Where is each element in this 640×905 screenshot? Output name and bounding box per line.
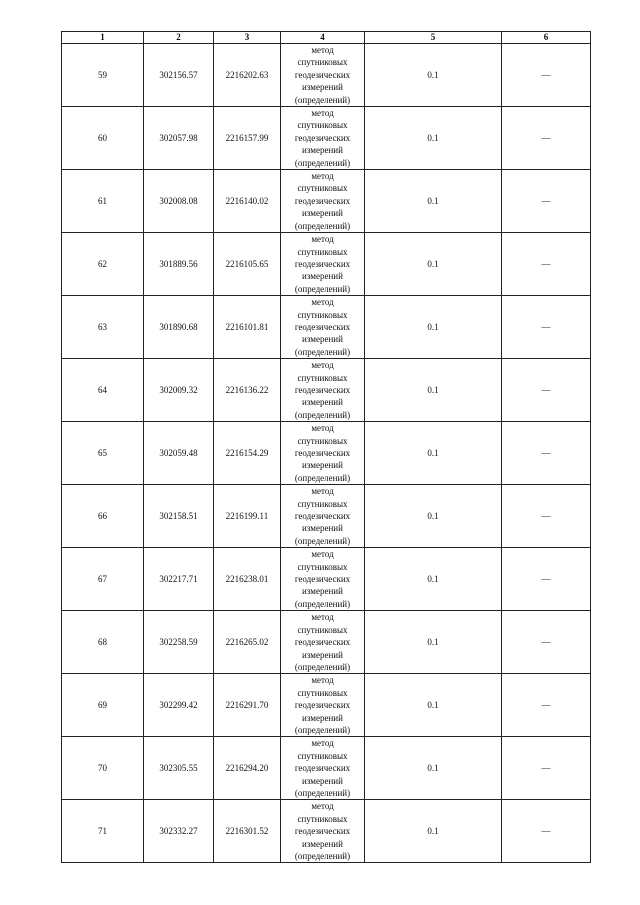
table-row bbox=[62, 296, 591, 359]
accuracy-cell: 0.1 bbox=[365, 800, 502, 863]
method-line: (определений) bbox=[294, 661, 351, 672]
method-line: измерений bbox=[302, 586, 343, 597]
x-coordinate-cell: 301890.68 bbox=[144, 296, 214, 359]
table-row bbox=[62, 737, 591, 800]
note-cell: — bbox=[502, 485, 591, 548]
method-line: измерений bbox=[302, 208, 343, 219]
note-cell: — bbox=[502, 548, 591, 611]
x-coordinate-cell: 302158.51 bbox=[144, 485, 214, 548]
method-line: (определений) bbox=[294, 787, 351, 798]
header-col-2: 2 bbox=[144, 32, 214, 44]
method-line: геодезических bbox=[294, 132, 351, 143]
method-line: метод bbox=[311, 738, 334, 749]
note-cell: — bbox=[502, 800, 591, 863]
method-line: геодезических bbox=[294, 637, 351, 648]
method-line: измерений bbox=[302, 460, 343, 471]
y-coordinate-cell: 2216202.63 bbox=[214, 44, 281, 107]
accuracy-cell: 0.1 bbox=[365, 485, 502, 548]
method-line: спутниковых bbox=[297, 372, 348, 383]
x-coordinate-cell: 301889.56 bbox=[144, 233, 214, 296]
y-coordinate-cell: 2216199.11 bbox=[214, 485, 281, 548]
method-line: спутниковых bbox=[297, 561, 348, 572]
accuracy-cell: 0.1 bbox=[365, 170, 502, 233]
method-cell bbox=[281, 422, 365, 485]
note-cell: — bbox=[502, 611, 591, 674]
note-cell: — bbox=[502, 44, 591, 107]
note-cell: — bbox=[502, 359, 591, 422]
method-cell bbox=[281, 296, 365, 359]
method-line: измерений bbox=[302, 397, 343, 408]
point-number-cell: 66 bbox=[62, 485, 144, 548]
method-line: метод bbox=[311, 675, 334, 686]
method-line: метод bbox=[311, 612, 334, 623]
table-header-row bbox=[62, 32, 591, 44]
x-coordinate-cell: 302217.71 bbox=[144, 548, 214, 611]
method-cell bbox=[281, 548, 365, 611]
x-coordinate-cell: 302057.98 bbox=[144, 107, 214, 170]
method-line: спутниковых bbox=[297, 624, 348, 635]
table-row bbox=[62, 422, 591, 485]
method-line: геодезических bbox=[294, 574, 351, 585]
method-cell bbox=[281, 44, 365, 107]
y-coordinate-cell: 2216140.02 bbox=[214, 170, 281, 233]
method-line: метод bbox=[311, 45, 334, 55]
method-line: измерений bbox=[302, 82, 343, 93]
x-coordinate-cell: 302305.55 bbox=[144, 737, 214, 800]
accuracy-cell: 0.1 bbox=[365, 233, 502, 296]
header-col-4: 4 bbox=[281, 32, 365, 44]
method-line: спутниковых bbox=[297, 309, 348, 320]
method-line: измерений bbox=[302, 649, 343, 660]
x-coordinate-cell: 302258.59 bbox=[144, 611, 214, 674]
note-cell: — bbox=[502, 233, 591, 296]
y-coordinate-cell: 2216157.99 bbox=[214, 107, 281, 170]
y-coordinate-cell: 2216294.20 bbox=[214, 737, 281, 800]
header-col-1: 1 bbox=[62, 32, 144, 44]
accuracy-cell: 0.1 bbox=[365, 611, 502, 674]
method-cell bbox=[281, 485, 365, 548]
method-line: геодезических bbox=[294, 258, 351, 269]
x-coordinate-cell: 302156.57 bbox=[144, 44, 214, 107]
note-cell: — bbox=[502, 107, 591, 170]
x-coordinate-cell: 302009.32 bbox=[144, 359, 214, 422]
method-line: (определений) bbox=[294, 472, 351, 483]
method-line: измерений bbox=[302, 838, 343, 849]
point-number-cell: 59 bbox=[62, 44, 144, 107]
y-coordinate-cell: 2216265.02 bbox=[214, 611, 281, 674]
accuracy-cell: 0.1 bbox=[365, 422, 502, 485]
method-line: метод bbox=[311, 486, 334, 497]
method-line: (определений) bbox=[294, 409, 351, 420]
method-line: геодезических bbox=[294, 700, 351, 711]
method-line: (определений) bbox=[294, 598, 351, 609]
method-line: измерений bbox=[302, 775, 343, 786]
method-line: (определений) bbox=[294, 157, 351, 168]
note-cell: — bbox=[502, 737, 591, 800]
method-line: измерений bbox=[302, 271, 343, 282]
method-line: метод bbox=[311, 234, 334, 245]
method-line: спутниковых bbox=[297, 435, 348, 446]
method-line: спутниковых bbox=[297, 57, 348, 68]
point-number-cell: 60 bbox=[62, 107, 144, 170]
note-cell: — bbox=[502, 296, 591, 359]
header-col-3: 3 bbox=[214, 32, 281, 44]
method-line: (определений) bbox=[294, 283, 351, 294]
method-line: (определений) bbox=[294, 220, 351, 231]
method-cell bbox=[281, 170, 365, 233]
method-line: геодезических bbox=[294, 321, 351, 332]
table-row bbox=[62, 611, 591, 674]
method-line: (определений) bbox=[294, 346, 351, 357]
y-coordinate-cell: 2216154.29 bbox=[214, 422, 281, 485]
y-coordinate-cell: 2216101.81 bbox=[214, 296, 281, 359]
table-row bbox=[62, 674, 591, 737]
method-line: (определений) bbox=[294, 94, 351, 105]
point-number-cell: 69 bbox=[62, 674, 144, 737]
accuracy-cell: 0.1 bbox=[365, 548, 502, 611]
method-line: (определений) bbox=[294, 724, 351, 735]
x-coordinate-cell: 302299.42 bbox=[144, 674, 214, 737]
accuracy-cell: 0.1 bbox=[365, 296, 502, 359]
accuracy-cell: 0.1 bbox=[365, 44, 502, 107]
method-line: измерений bbox=[302, 712, 343, 723]
y-coordinate-cell: 2216238.01 bbox=[214, 548, 281, 611]
method-line: измерений bbox=[302, 334, 343, 345]
method-cell bbox=[281, 359, 365, 422]
method-cell bbox=[281, 611, 365, 674]
method-line: геодезических bbox=[294, 511, 351, 522]
method-line: геодезических bbox=[294, 384, 351, 395]
accuracy-cell: 0.1 bbox=[365, 107, 502, 170]
table-row bbox=[62, 107, 591, 170]
method-line: метод bbox=[311, 801, 334, 812]
method-line: измерений bbox=[302, 523, 343, 534]
note-cell: — bbox=[502, 674, 591, 737]
method-line: спутниковых bbox=[297, 183, 348, 194]
coordinates-table bbox=[61, 31, 591, 863]
method-line: геодезических bbox=[294, 763, 351, 774]
note-cell: — bbox=[502, 422, 591, 485]
point-number-cell: 67 bbox=[62, 548, 144, 611]
point-number-cell: 70 bbox=[62, 737, 144, 800]
method-line: спутниковых bbox=[297, 750, 348, 761]
header-col-6: 6 bbox=[502, 32, 591, 44]
table-row bbox=[62, 233, 591, 296]
point-number-cell: 62 bbox=[62, 233, 144, 296]
accuracy-cell: 0.1 bbox=[365, 674, 502, 737]
method-line: спутниковых bbox=[297, 687, 348, 698]
point-number-cell: 64 bbox=[62, 359, 144, 422]
method-line: метод bbox=[311, 297, 334, 308]
table-row bbox=[62, 44, 591, 107]
method-cell bbox=[281, 233, 365, 296]
method-line: измерений bbox=[302, 145, 343, 156]
y-coordinate-cell: 2216291.70 bbox=[214, 674, 281, 737]
method-line: метод bbox=[311, 549, 334, 560]
header-col-5: 5 bbox=[365, 32, 502, 44]
method-cell bbox=[281, 800, 365, 863]
accuracy-cell: 0.1 bbox=[365, 359, 502, 422]
method-line: геодезических bbox=[294, 448, 351, 458]
method-line: спутниковых bbox=[297, 813, 348, 824]
method-line: метод bbox=[311, 360, 334, 371]
method-line: спутниковых bbox=[297, 246, 348, 257]
method-line: метод bbox=[311, 171, 334, 182]
table-row bbox=[62, 548, 591, 611]
table-row bbox=[62, 170, 591, 233]
method-line: геодезических bbox=[294, 195, 351, 206]
y-coordinate-cell: 2216136.22 bbox=[214, 359, 281, 422]
method-line: (определений) bbox=[294, 535, 351, 546]
method-cell bbox=[281, 107, 365, 170]
point-number-cell: 61 bbox=[62, 170, 144, 233]
y-coordinate-cell: 2216105.65 bbox=[214, 233, 281, 296]
accuracy-cell: 0.1 bbox=[365, 737, 502, 800]
y-coordinate-cell: 2216301.52 bbox=[214, 800, 281, 863]
table-row bbox=[62, 359, 591, 422]
x-coordinate-cell: 302059.48 bbox=[144, 422, 214, 485]
note-cell: — bbox=[502, 170, 591, 233]
x-coordinate-cell: 302008.08 bbox=[144, 170, 214, 233]
method-line: геодезических bbox=[294, 69, 351, 80]
x-coordinate-cell: 302332.27 bbox=[144, 800, 214, 863]
point-number-cell: 65 bbox=[62, 422, 144, 485]
method-line: метод bbox=[311, 423, 334, 434]
method-line: спутниковых bbox=[297, 120, 348, 131]
point-number-cell: 63 bbox=[62, 296, 144, 359]
method-line: (определений) bbox=[294, 851, 351, 861]
method-line: метод bbox=[311, 108, 334, 119]
point-number-cell: 68 bbox=[62, 611, 144, 674]
method-line: спутниковых bbox=[297, 498, 348, 509]
table-body bbox=[62, 44, 591, 863]
method-cell bbox=[281, 737, 365, 800]
table-row bbox=[62, 485, 591, 548]
method-cell bbox=[281, 674, 365, 737]
method-line: геодезических bbox=[294, 826, 351, 837]
table-row bbox=[62, 800, 591, 863]
point-number-cell: 71 bbox=[62, 800, 144, 863]
